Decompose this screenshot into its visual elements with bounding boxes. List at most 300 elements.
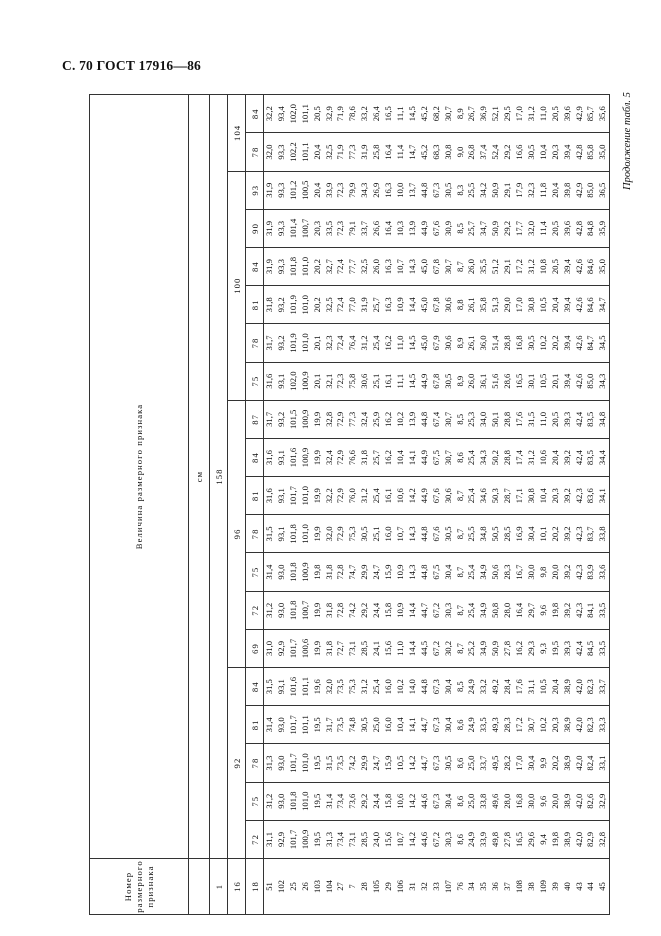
value-cell: 101,8 <box>288 248 300 286</box>
value-cell: 84,8 <box>585 209 597 247</box>
value-cell: 16,5 <box>514 820 526 858</box>
value-cell: 93,1 <box>276 362 288 400</box>
value-cell: 42,6 <box>574 286 586 324</box>
value-cell: 93,4 <box>276 95 288 133</box>
value-cell: 67,3 <box>431 782 443 820</box>
value-cell: 31,3 <box>324 820 336 858</box>
value-cell: 19,9 <box>312 515 324 553</box>
value-cell: 31,2 <box>264 782 276 820</box>
value-cell: 101,1 <box>300 706 312 744</box>
value-cell: 93,1 <box>276 515 288 553</box>
header-spacer <box>189 859 210 915</box>
value-cell: 73,6 <box>347 782 359 820</box>
value-cell: 28,6 <box>502 362 514 400</box>
value-cell: 73,4 <box>335 782 347 820</box>
value-cell: 31,9 <box>264 209 276 247</box>
table-body <box>264 95 610 915</box>
value-cell: 42,0 <box>574 782 586 820</box>
value-cell: 101,0 <box>300 324 312 362</box>
value-cell: 11,8 <box>538 171 550 209</box>
table-row <box>335 95 347 915</box>
value-cell: 100,7 <box>300 591 312 629</box>
value-cell: 10,0 <box>395 171 407 209</box>
value-cell: 26,6 <box>371 209 383 247</box>
subheader-cell: 78 <box>246 744 264 782</box>
value-cell: 33,8 <box>478 782 490 820</box>
value-cell: 16,5 <box>514 362 526 400</box>
value-cell: 39,3 <box>562 629 574 667</box>
value-cell: 101,7 <box>288 820 300 858</box>
value-cell: 93,2 <box>276 324 288 362</box>
value-cell: 74,2 <box>347 591 359 629</box>
value-cell: 30,8 <box>526 477 538 515</box>
value-cell: 20,5 <box>550 400 562 438</box>
mid-group-cell: 96 <box>228 400 246 667</box>
value-cell: 32,8 <box>597 820 609 858</box>
value-cell: 34,1 <box>597 477 609 515</box>
value-cell: 101,1 <box>300 95 312 133</box>
value-cell: 20,2 <box>550 515 562 553</box>
value-cell: 31,9 <box>264 248 276 286</box>
value-cell: 33,7 <box>478 744 490 782</box>
mid-group-cell: 92 <box>228 668 246 859</box>
value-cell: 25,1 <box>371 515 383 553</box>
value-cell: 10,9 <box>395 286 407 324</box>
table-row <box>455 95 467 915</box>
value-cell: 28,8 <box>502 400 514 438</box>
value-cell: 101,8 <box>288 591 300 629</box>
row-number-cell: 40 <box>562 859 574 915</box>
value-cell: 72,9 <box>335 477 347 515</box>
value-cell: 78,6 <box>347 95 359 133</box>
value-cell: 34,5 <box>597 324 609 362</box>
value-cell: 30,5 <box>526 324 538 362</box>
value-cell: 50,1 <box>490 400 502 438</box>
value-cell: 20,4 <box>550 171 562 209</box>
value-cell: 83,9 <box>585 553 597 591</box>
value-cell: 67,8 <box>431 362 443 400</box>
value-cell: 72,4 <box>335 248 347 286</box>
value-cell: 25,4 <box>466 591 478 629</box>
value-cell: 33,9 <box>478 820 490 858</box>
table-row <box>419 95 431 915</box>
value-cell: 28,3 <box>502 553 514 591</box>
value-cell: 25,7 <box>466 209 478 247</box>
table-row <box>276 95 288 915</box>
value-cell: 45,0 <box>419 248 431 286</box>
value-cell: 93,3 <box>276 171 288 209</box>
value-cell: 30,3 <box>443 591 455 629</box>
value-cell: 25,1 <box>371 362 383 400</box>
value-cell: 31,6 <box>264 438 276 476</box>
value-cell: 29,5 <box>502 95 514 133</box>
subheader-cell: 81 <box>246 477 264 515</box>
value-cell: 34,6 <box>478 477 490 515</box>
value-cell: 32,9 <box>597 782 609 820</box>
value-cell: 68,3 <box>431 133 443 171</box>
value-cell: 42,4 <box>574 438 586 476</box>
table-row <box>359 95 371 915</box>
value-cell: 45,2 <box>419 95 431 133</box>
table-row <box>443 95 455 915</box>
value-cell: 30,6 <box>359 362 371 400</box>
value-cell: 67,5 <box>431 438 443 476</box>
value-cell: 101,0 <box>300 248 312 286</box>
value-cell: 29,9 <box>359 553 371 591</box>
value-cell: 82,3 <box>585 706 597 744</box>
value-cell: 14,2 <box>407 820 419 858</box>
value-cell: 10,6 <box>538 438 550 476</box>
value-cell: 25,4 <box>371 477 383 515</box>
value-cell: 30,8 <box>526 286 538 324</box>
row-number-cell: 102 <box>276 859 288 915</box>
value-cell: 26,0 <box>466 248 478 286</box>
value-cell: 31,8 <box>324 629 336 667</box>
value-cell: 32,8 <box>324 400 336 438</box>
value-cell: 10,5 <box>395 744 407 782</box>
value-cell: 36,5 <box>597 171 609 209</box>
value-cell: 32,3 <box>526 171 538 209</box>
subheader-cell: 72 <box>246 820 264 858</box>
value-cell: 100,9 <box>300 400 312 438</box>
value-cell: 75,3 <box>347 515 359 553</box>
value-cell: 85,7 <box>585 95 597 133</box>
value-cell: 44,8 <box>419 668 431 706</box>
value-cell: 30,2 <box>443 629 455 667</box>
value-cell: 31,4 <box>324 782 336 820</box>
value-cell: 19,9 <box>312 477 324 515</box>
value-cell: 31,7 <box>324 706 336 744</box>
value-cell: 25,3 <box>466 400 478 438</box>
value-cell: 34,9 <box>478 553 490 591</box>
value-cell: 85,0 <box>585 171 597 209</box>
value-cell: 29,9 <box>359 744 371 782</box>
value-cell: 8,5 <box>455 668 467 706</box>
value-cell: 82,3 <box>585 668 597 706</box>
value-cell: 14,5 <box>407 95 419 133</box>
value-cell: 77,7 <box>347 248 359 286</box>
value-cell: 17,0 <box>514 744 526 782</box>
value-cell: 16,2 <box>383 400 395 438</box>
value-cell: 32,0 <box>324 668 336 706</box>
subheader-cell: 84 <box>246 668 264 706</box>
value-cell: 10,4 <box>538 133 550 171</box>
value-cell: 93,0 <box>276 706 288 744</box>
value-cell: 101,8 <box>288 782 300 820</box>
value-cell: 10,8 <box>538 248 550 286</box>
row-number-cell: 105 <box>371 859 383 915</box>
value-cell: 25,9 <box>371 400 383 438</box>
subheader-cell: 87 <box>246 400 264 438</box>
value-cell: 42,3 <box>574 477 586 515</box>
value-cell: 84,6 <box>585 286 597 324</box>
value-cell: 24,4 <box>371 782 383 820</box>
table-row <box>597 95 609 915</box>
value-cell: 26,1 <box>466 324 478 362</box>
value-cell: 72,3 <box>335 209 347 247</box>
table-row <box>466 95 478 915</box>
value-cell: 13,7 <box>407 171 419 209</box>
value-cell: 28,4 <box>502 668 514 706</box>
value-cell: 25,5 <box>466 171 478 209</box>
value-cell: 31,5 <box>526 400 538 438</box>
value-cell: 29,7 <box>526 591 538 629</box>
value-cell: 33,1 <box>597 744 609 782</box>
value-cell: 31,5 <box>324 744 336 782</box>
value-cell: 20,2 <box>550 744 562 782</box>
value-cell: 74,8 <box>347 706 359 744</box>
value-cell: 31,8 <box>264 286 276 324</box>
value-cell: 51,2 <box>490 248 502 286</box>
table-row <box>312 95 324 915</box>
value-cell: 39,4 <box>562 133 574 171</box>
value-cell: 32,5 <box>324 133 336 171</box>
value-cell: 16,5 <box>383 95 395 133</box>
value-cell: 10,7 <box>395 248 407 286</box>
value-cell: 72,3 <box>335 362 347 400</box>
value-cell: 10,1 <box>538 515 550 553</box>
value-cell: 29,1 <box>502 248 514 286</box>
value-cell: 101,7 <box>288 744 300 782</box>
value-cell: 34,3 <box>359 171 371 209</box>
value-cell: 49,3 <box>490 706 502 744</box>
value-cell: 14,2 <box>407 744 419 782</box>
value-cell: 8,6 <box>455 438 467 476</box>
value-cell: 51,6 <box>490 362 502 400</box>
value-cell: 20,1 <box>312 362 324 400</box>
row-header: Номер размерного признака <box>90 859 189 915</box>
value-cell: 72,9 <box>335 438 347 476</box>
subheader-cell: 78 <box>246 515 264 553</box>
value-cell: 19,8 <box>312 553 324 591</box>
value-cell: 37,4 <box>478 133 490 171</box>
value-cell: 28,7 <box>502 477 514 515</box>
value-cell: 67,3 <box>431 171 443 209</box>
value-cell: 101,7 <box>288 629 300 667</box>
value-cell: 19,5 <box>312 782 324 820</box>
subheader-cell: 81 <box>246 706 264 744</box>
value-cell: 16,9 <box>514 515 526 553</box>
value-cell: 16,2 <box>383 324 395 362</box>
row-number-cell: 7 <box>347 859 359 915</box>
value-cell: 67,3 <box>431 706 443 744</box>
value-cell: 31,9 <box>359 286 371 324</box>
group-header: Величина размерного признака <box>90 95 189 859</box>
value-cell: 72,7 <box>335 629 347 667</box>
value-cell: 34,8 <box>597 400 609 438</box>
value-cell: 15,6 <box>383 820 395 858</box>
value-cell: 9,3 <box>538 629 550 667</box>
value-cell: 73,1 <box>347 820 359 858</box>
value-cell: 34,7 <box>597 286 609 324</box>
value-cell: 30,7 <box>443 400 455 438</box>
value-cell: 16,3 <box>383 171 395 209</box>
value-cell: 19,9 <box>312 438 324 476</box>
value-cell: 9,8 <box>538 553 550 591</box>
row-number-cell: 45 <box>597 859 609 915</box>
value-cell: 36,1 <box>478 362 490 400</box>
value-cell: 42,0 <box>574 706 586 744</box>
value-cell: 31,7 <box>264 324 276 362</box>
value-cell: 83,7 <box>585 515 597 553</box>
value-cell: 32,2 <box>264 95 276 133</box>
value-cell: 10,3 <box>395 209 407 247</box>
value-cell: 27,8 <box>502 820 514 858</box>
value-cell: 10,4 <box>538 477 550 515</box>
value-cell: 10,9 <box>395 553 407 591</box>
row-number-cell: 43 <box>574 859 586 915</box>
value-cell: 14,2 <box>407 477 419 515</box>
value-cell: 38,9 <box>562 706 574 744</box>
table-row <box>395 95 407 915</box>
subheader-cell: 75 <box>246 362 264 400</box>
subheader-cell: 84 <box>246 438 264 476</box>
value-cell: 26,0 <box>371 248 383 286</box>
value-cell: 9,4 <box>538 820 550 858</box>
value-cell: 29,0 <box>502 286 514 324</box>
value-cell: 14,7 <box>407 133 419 171</box>
row-number-cell: 51 <box>264 859 276 915</box>
value-cell: 10,7 <box>395 820 407 858</box>
value-cell: 42,3 <box>574 553 586 591</box>
value-cell: 31,7 <box>264 400 276 438</box>
value-cell: 39,4 <box>562 286 574 324</box>
value-cell: 84,6 <box>585 248 597 286</box>
value-cell: 10,2 <box>538 324 550 362</box>
value-cell: 35,0 <box>597 248 609 286</box>
value-cell: 20,1 <box>312 324 324 362</box>
value-cell: 26,9 <box>371 171 383 209</box>
value-cell: 49,8 <box>490 820 502 858</box>
table-row <box>478 95 490 915</box>
value-cell: 51,3 <box>490 286 502 324</box>
value-cell: 16,4 <box>383 209 395 247</box>
value-cell: 33,5 <box>597 629 609 667</box>
value-cell: 67,6 <box>431 477 443 515</box>
value-cell: 14,1 <box>407 438 419 476</box>
table-row <box>585 95 597 915</box>
value-cell: 16,2 <box>514 629 526 667</box>
value-cell: 67,2 <box>431 820 443 858</box>
table-row <box>324 95 336 915</box>
value-cell: 8,5 <box>455 400 467 438</box>
value-cell: 10,9 <box>395 591 407 629</box>
value-cell: 73,5 <box>335 706 347 744</box>
value-cell: 30,6 <box>443 477 455 515</box>
value-cell: 49,2 <box>490 668 502 706</box>
value-cell: 100,9 <box>300 820 312 858</box>
value-cell: 42,4 <box>574 400 586 438</box>
table-row <box>407 95 419 915</box>
table-row <box>514 95 526 915</box>
value-cell: 31,3 <box>264 744 276 782</box>
value-cell: 93,0 <box>276 591 288 629</box>
value-cell: 30,0 <box>526 782 538 820</box>
value-cell: 24,9 <box>466 820 478 858</box>
value-cell: 20,3 <box>312 209 324 247</box>
value-cell: 84,7 <box>585 324 597 362</box>
value-cell: 42,6 <box>574 324 586 362</box>
value-cell: 31,1 <box>526 668 538 706</box>
value-cell: 8,6 <box>455 820 467 858</box>
value-cell: 32,3 <box>324 324 336 362</box>
value-cell: 51,4 <box>490 324 502 362</box>
value-cell: 101,7 <box>288 477 300 515</box>
value-cell: 50,5 <box>490 515 502 553</box>
value-cell: 29,2 <box>359 591 371 629</box>
value-cell: 44,9 <box>419 477 431 515</box>
value-cell: 35,8 <box>478 286 490 324</box>
value-cell: 67,8 <box>431 248 443 286</box>
value-cell: 101,8 <box>288 515 300 553</box>
value-cell: 49,5 <box>490 744 502 782</box>
value-cell: 44,7 <box>419 591 431 629</box>
value-cell: 16,1 <box>383 477 395 515</box>
value-cell: 16,3 <box>383 248 395 286</box>
value-cell: 29,3 <box>526 629 538 667</box>
row-number-cell: 103 <box>312 859 324 915</box>
value-cell: 31,2 <box>359 477 371 515</box>
value-cell: 75,8 <box>347 362 359 400</box>
value-cell: 72,4 <box>335 324 347 362</box>
value-cell: 34,9 <box>478 591 490 629</box>
value-cell: 14,3 <box>407 553 419 591</box>
value-cell: 101,5 <box>288 400 300 438</box>
value-cell: 15,6 <box>383 629 395 667</box>
mid-group-cell: 100 <box>228 171 246 400</box>
value-cell: 24,9 <box>466 706 478 744</box>
value-cell: 11,0 <box>538 95 550 133</box>
value-cell: 101,0 <box>300 744 312 782</box>
value-cell: 29,2 <box>359 782 371 820</box>
value-cell: 82,6 <box>585 782 597 820</box>
value-cell: 16,3 <box>383 286 395 324</box>
value-cell: 10,5 <box>538 286 550 324</box>
value-cell: 83,5 <box>585 438 597 476</box>
value-cell: 26,7 <box>466 95 478 133</box>
value-cell: 16,8 <box>514 782 526 820</box>
value-cell: 101,6 <box>288 438 300 476</box>
value-cell: 92,9 <box>276 629 288 667</box>
value-cell: 50,9 <box>490 629 502 667</box>
value-cell: 32,1 <box>324 362 336 400</box>
value-cell: 31,1 <box>264 820 276 858</box>
value-cell: 16,0 <box>383 515 395 553</box>
value-cell: 44,6 <box>419 820 431 858</box>
value-cell: 15,8 <box>383 782 395 820</box>
value-cell: 30,6 <box>443 286 455 324</box>
value-cell: 38,9 <box>562 668 574 706</box>
value-cell: 16,0 <box>383 706 395 744</box>
value-cell: 32,5 <box>359 248 371 286</box>
table-row <box>383 95 395 915</box>
value-cell: 34,2 <box>478 171 490 209</box>
value-cell: 33,9 <box>324 171 336 209</box>
value-cell: 50,8 <box>490 591 502 629</box>
value-cell: 16,7 <box>514 553 526 591</box>
value-cell: 49,6 <box>490 782 502 820</box>
value-cell: 76,0 <box>347 477 359 515</box>
value-cell: 30,5 <box>443 744 455 782</box>
value-cell: 30,4 <box>443 706 455 744</box>
subheader-cell: 75 <box>246 553 264 591</box>
row-number-cell: 38 <box>526 859 538 915</box>
value-cell: 28,5 <box>502 515 514 553</box>
value-cell: 25,2 <box>466 629 478 667</box>
value-cell: 42,8 <box>574 133 586 171</box>
value-cell: 32,9 <box>324 95 336 133</box>
value-cell: 20,4 <box>550 438 562 476</box>
